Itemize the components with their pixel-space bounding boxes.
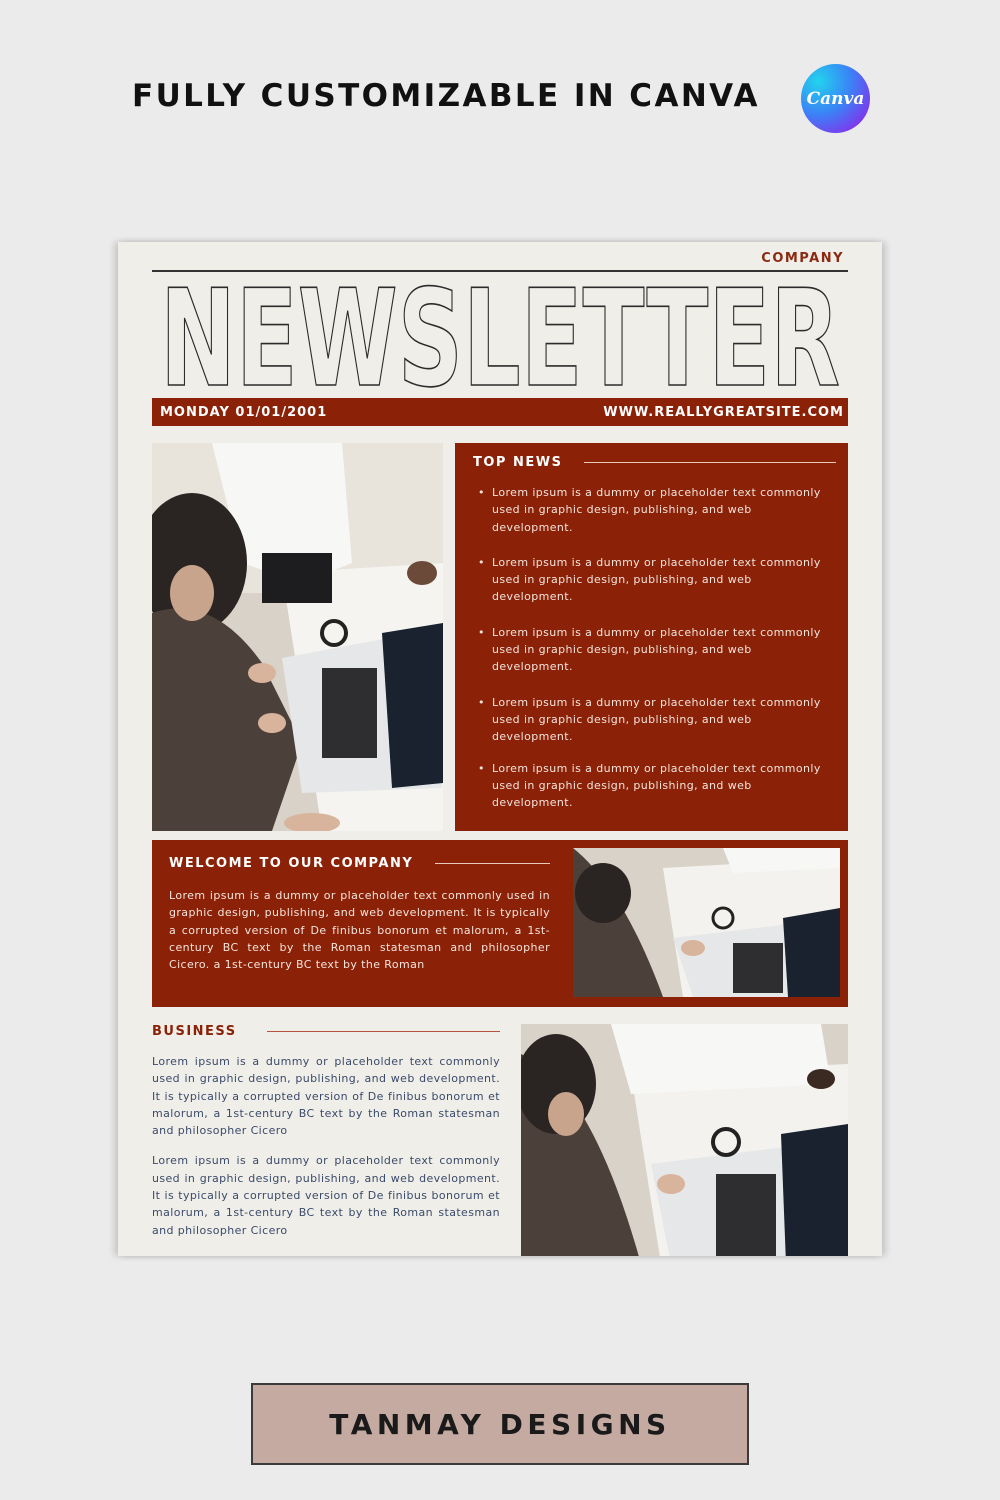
company-label: COMPANY: [761, 251, 844, 266]
newsletter-page: [118, 242, 882, 1256]
business-paragraph: Lorem ipsum is a dummy or placeholder text commonly used in graphic design, publishing, and web development. It is typically a corrupted version of De finibus bonorum et malorum, a 1st-century BC text by the Roman statesman and philosopher Cicero: [152, 1055, 500, 1138]
masthead-text: NEWSLETTER: [160, 275, 840, 391]
canva-logo-icon: [801, 64, 870, 133]
welcome-divider: [435, 863, 550, 864]
office-photo-business: [521, 1024, 848, 1256]
business-title: BUSINESS: [152, 1024, 237, 1039]
business-section: [152, 1024, 500, 1239]
top-news-box: [455, 443, 848, 831]
promo-title: FULLY CUSTOMIZABLE IN CANVA: [132, 78, 760, 114]
welcome-content: [169, 856, 550, 973]
date-band: [152, 398, 848, 426]
office-photo-welcome: [573, 848, 840, 997]
welcome-body: Lorem ipsum is a dummy or placeholder text commonly used in graphic design, publishing, and web development. It is typically a corrupted version of De finibus bonorum et malorum, a 1st-century BC text by the Roman statesman and philosopher Cicero. a 1st-century BC text by the Roman: [169, 889, 550, 972]
canva-logo-text: Canva: [806, 88, 865, 109]
news-item: • Lorem ipsum is a dummy or placeholder text commonly used in graphic design, publishing, and web development.: [473, 484, 836, 536]
business-divider: [267, 1031, 500, 1032]
news-item: • Lorem ipsum is a dummy or placeholder text commonly used in graphic design, publishing, and web development.: [473, 760, 836, 812]
welcome-heading: [169, 856, 550, 871]
brand-name: TANMAY DESIGNS: [329, 1407, 671, 1441]
welcome-box: [152, 840, 848, 1007]
business-paragraph: Lorem ipsum is a dummy or placeholder text commonly used in graphic design, publishing, and web development. It is typically a corrupted version of De finibus bonorum et malorum, a 1st-century BC text by the Roman statesman and philosopher Cicero: [152, 1154, 500, 1237]
news-item: • Lorem ipsum is a dummy or placeholder text commonly used in graphic design, publishing, and web development.: [473, 694, 836, 746]
masthead: [152, 275, 848, 391]
news-item: • Lorem ipsum is a dummy or placeholder text commonly used in graphic design, publishing, and web development.: [473, 554, 836, 606]
news-item: • Lorem ipsum is a dummy or placeholder text commonly used in graphic design, publishing, and web development.: [473, 624, 836, 676]
top-rule: [152, 270, 848, 272]
welcome-title: WELCOME TO OUR COMPANY: [169, 856, 414, 871]
issue-date: MONDAY 01/01/2001: [160, 404, 328, 420]
website-link[interactable]: WWW.REALLYGREATSITE.COM: [603, 404, 844, 420]
top-news-divider: [584, 462, 836, 463]
business-heading: [152, 1024, 500, 1039]
top-news-list: [473, 484, 836, 811]
top-news-heading: [473, 455, 836, 470]
brand-footer: [251, 1383, 749, 1465]
top-news-title: TOP NEWS: [473, 455, 563, 470]
office-photo-main: [152, 443, 443, 831]
